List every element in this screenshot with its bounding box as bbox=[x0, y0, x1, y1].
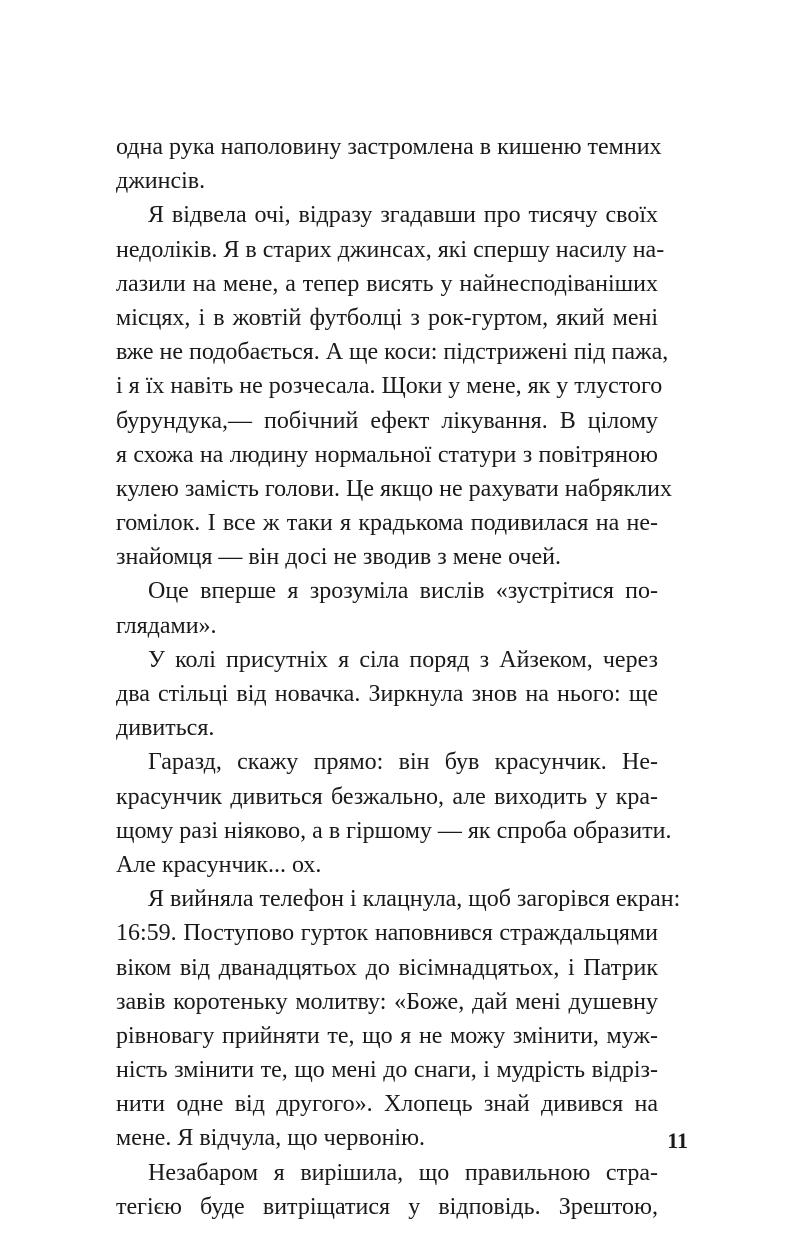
text-line: рівновагу прийняти те, що я не можу змінити, муж- bbox=[116, 1022, 658, 1049]
text-line: глядами». bbox=[116, 612, 217, 639]
text-line: щому разі ніяково, а в гіршому — як спроба образити. bbox=[116, 817, 672, 844]
text-line: лазили на мене, а тепер висять у найнесподіваніших bbox=[116, 270, 658, 297]
text-line: вже не подобається. А ще коси: підстрижені під пажа, bbox=[116, 339, 669, 366]
text-line: і я їх навіть не розчесала. Щоки у мене, як у тлустого bbox=[116, 373, 663, 400]
text-line: ність змінити те, що мені до снаги, і мудрість відріз- bbox=[116, 1057, 658, 1084]
text-line: тегією буде витріщатися у відповідь. Зрештою, bbox=[116, 1193, 658, 1220]
text-line: джинсів. bbox=[116, 168, 206, 195]
text-line: Незабаром я вирішила, що правильною стра- bbox=[148, 1159, 658, 1186]
text-line: Але красунчик... ох. bbox=[116, 851, 322, 878]
text-line: віком від дванадцятьох до вісімнадцятьох, і Патрик bbox=[116, 954, 658, 981]
text-line: 16:59. Поступово гурток наповнився страждальцями bbox=[116, 920, 658, 947]
text-line: красунчик дивиться безжально, але виходить у кра- bbox=[116, 783, 658, 810]
text-line: У колі присутніх я сіла поряд з Айзеком, через bbox=[148, 646, 658, 673]
text-line: завів коротеньку молитву: «Боже, дай мені душевну bbox=[116, 988, 658, 1015]
text-line: Гаразд, скажу прямо: він був красунчик. Не- bbox=[148, 749, 658, 776]
text-line: місцях, і в жовтій футболці з рок-гуртом, який мені bbox=[116, 304, 658, 331]
text-line: одна рука наполовину застромлена в кишеню темних bbox=[116, 134, 662, 160]
text-line: я схожа на людину нормальної статури з повітряною bbox=[116, 441, 658, 468]
text-line: недоліків. Я в старих джинсах, які спершу насилу на- bbox=[116, 236, 665, 263]
text-line: два стільці від новачка. Зиркнула знов на нього: ще bbox=[116, 681, 658, 707]
text-line: кулею замість голови. Це якщо не рахувати набряклих bbox=[116, 475, 672, 502]
text-line: гомілок. І все ж таки я крадькома подивилася на не- bbox=[116, 510, 658, 537]
text-line: знайомця — він досі не зводив з мене очей. bbox=[116, 544, 562, 571]
text-line: мене. Я відчула, що червонію. bbox=[116, 1125, 426, 1152]
text-line: Я вийняла телефон і клацнула, щоб загорівся екран: bbox=[148, 886, 681, 913]
text-line: дивиться. bbox=[116, 715, 215, 742]
text-line: нити одне від другого». Хлопець знай дивився на bbox=[116, 1091, 658, 1118]
text-line: бурундука,— побічний ефект лікування. В цілому bbox=[116, 407, 658, 434]
text-line: Я відвела очі, відразу згадавши про тисячу своїх bbox=[148, 202, 658, 229]
text-line: Оце вперше я зрозуміла вислів «зустрітися по- bbox=[148, 578, 658, 605]
page-number: 11 bbox=[667, 1128, 688, 1153]
